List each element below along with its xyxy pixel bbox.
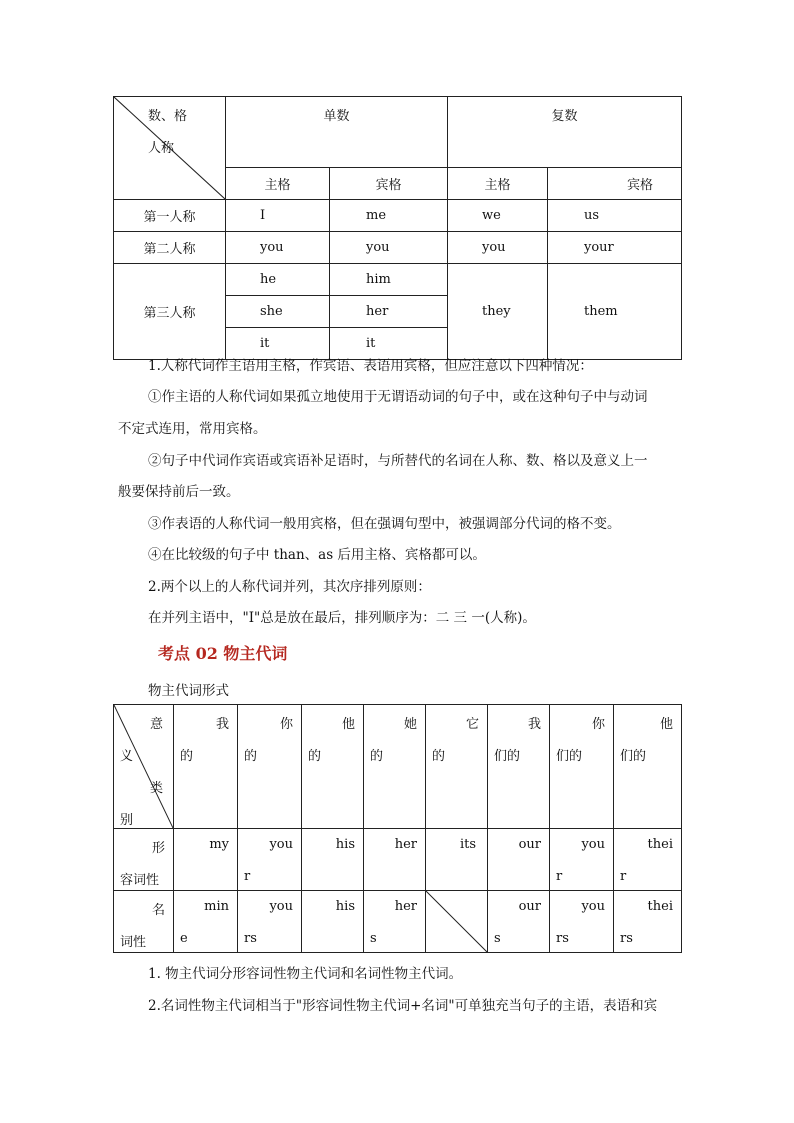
cell: you	[226, 232, 330, 264]
corner-bottom-label: 人称	[148, 141, 175, 156]
cell: his	[302, 829, 364, 891]
corner-char: 类	[150, 781, 164, 796]
cell: you	[448, 232, 548, 264]
personal-pronoun-table	[113, 96, 682, 360]
corner-char: 别	[120, 813, 134, 828]
row-label: 第一人称	[114, 200, 226, 232]
cell: its	[426, 829, 488, 891]
corner-char: 意	[150, 717, 164, 732]
singular-subject-header: 主格	[226, 168, 330, 200]
cell: you r	[238, 829, 302, 891]
cell: you r	[550, 829, 614, 891]
plural-object-header: 宾格	[548, 168, 682, 200]
note-line: 2.名词性物主代词相当于"形容词性物主代词+名词"可单独充当句子的主语，表语和宾	[148, 998, 658, 1014]
cell: they	[448, 264, 548, 360]
cell: her	[330, 296, 448, 328]
header-cell: 我 的	[174, 705, 238, 829]
header-cell: 他 们的	[614, 705, 682, 829]
cell: me	[330, 200, 448, 232]
row-label: 第三人称	[114, 264, 226, 360]
table1-corner-cell	[114, 97, 226, 200]
corner-top-label: 数、格	[148, 109, 188, 124]
row-label: 形 容词性	[114, 829, 174, 891]
header-cell: 她 的	[364, 705, 426, 829]
cell: them	[548, 264, 682, 360]
plural-subject-header: 主格	[448, 168, 548, 200]
singular-header: 单数	[226, 97, 448, 168]
cell: he	[226, 264, 330, 296]
paragraph-line: 1.人称代词作主语用主格，作宾语、表语用宾格，但应注意以下四种情况：	[148, 358, 593, 374]
cell: our s	[488, 891, 550, 953]
cell: it	[226, 328, 330, 360]
cell: him	[330, 264, 448, 296]
header-cell: 他 的	[302, 705, 364, 829]
header-cell: 你 们的	[550, 705, 614, 829]
cell: you rs	[238, 891, 302, 953]
header-cell: 它 的	[426, 705, 488, 829]
cell: you rs	[550, 891, 614, 953]
cell: our	[488, 829, 550, 891]
row-label: 第二人称	[114, 232, 226, 264]
note-line: 1. 物主代词分形容词性物主代词和名词性物主代词。	[148, 966, 463, 982]
cell: my	[174, 829, 238, 891]
cell: you	[330, 232, 448, 264]
paragraph-line: 在并列主语中，"Ⅰ"总是放在最后，排列顺序为：二 三 一(人称)。	[148, 610, 536, 626]
cell: his	[302, 891, 364, 953]
cell: it	[330, 328, 448, 360]
plural-header: 复数	[448, 97, 682, 168]
paragraph-line: ④在比较级的句子中 than、as 后用主格、宾格都可以。	[148, 547, 486, 563]
possessive-pronoun-table	[113, 704, 682, 953]
paragraph-line: ②句子中代词作宾语或宾语补足语时，与所替代的名词在人称、数、格以及意义上一	[148, 453, 648, 469]
table2-corner-cell	[114, 705, 174, 829]
paragraph-line: 般要保持前后一致。	[118, 484, 240, 500]
cell: thei r	[614, 829, 682, 891]
cell: us	[548, 200, 682, 232]
cell: I	[226, 200, 330, 232]
paragraph-line: 不定式连用，常用宾格。	[118, 421, 267, 437]
table-row	[114, 891, 682, 953]
header-cell: 我 们的	[488, 705, 550, 829]
section-heading: 考点 02 物主代词	[158, 644, 288, 663]
cell: we	[448, 200, 548, 232]
table2-caption: 物主代词形式	[148, 683, 229, 699]
table-row	[114, 232, 682, 264]
cell: she	[226, 296, 330, 328]
cell: thei rs	[614, 891, 682, 953]
paragraph-line: 2.两个以上的人称代词并列，其次序排列原则：	[148, 579, 431, 595]
cell: min e	[174, 891, 238, 953]
table-row	[114, 264, 682, 296]
paragraph-line: ①作主语的人称代词如果孤立地使用于无谓语动词的句子中，或在这种句子中与动词	[148, 389, 648, 405]
table-row	[114, 200, 682, 232]
header-cell: 你 的	[238, 705, 302, 829]
cell: her	[364, 829, 426, 891]
table-row	[114, 829, 682, 891]
singular-object-header: 宾格	[330, 168, 448, 200]
empty-diagonal-cell	[426, 891, 488, 953]
cell: her s	[364, 891, 426, 953]
paragraph-line: ③作表语的人称代词一般用宾格，但在强调句型中，被强调部分代词的格不变。	[148, 516, 621, 532]
cell: your	[548, 232, 682, 264]
row-label: 名 词性	[114, 891, 174, 953]
corner-char: 义	[120, 749, 134, 764]
